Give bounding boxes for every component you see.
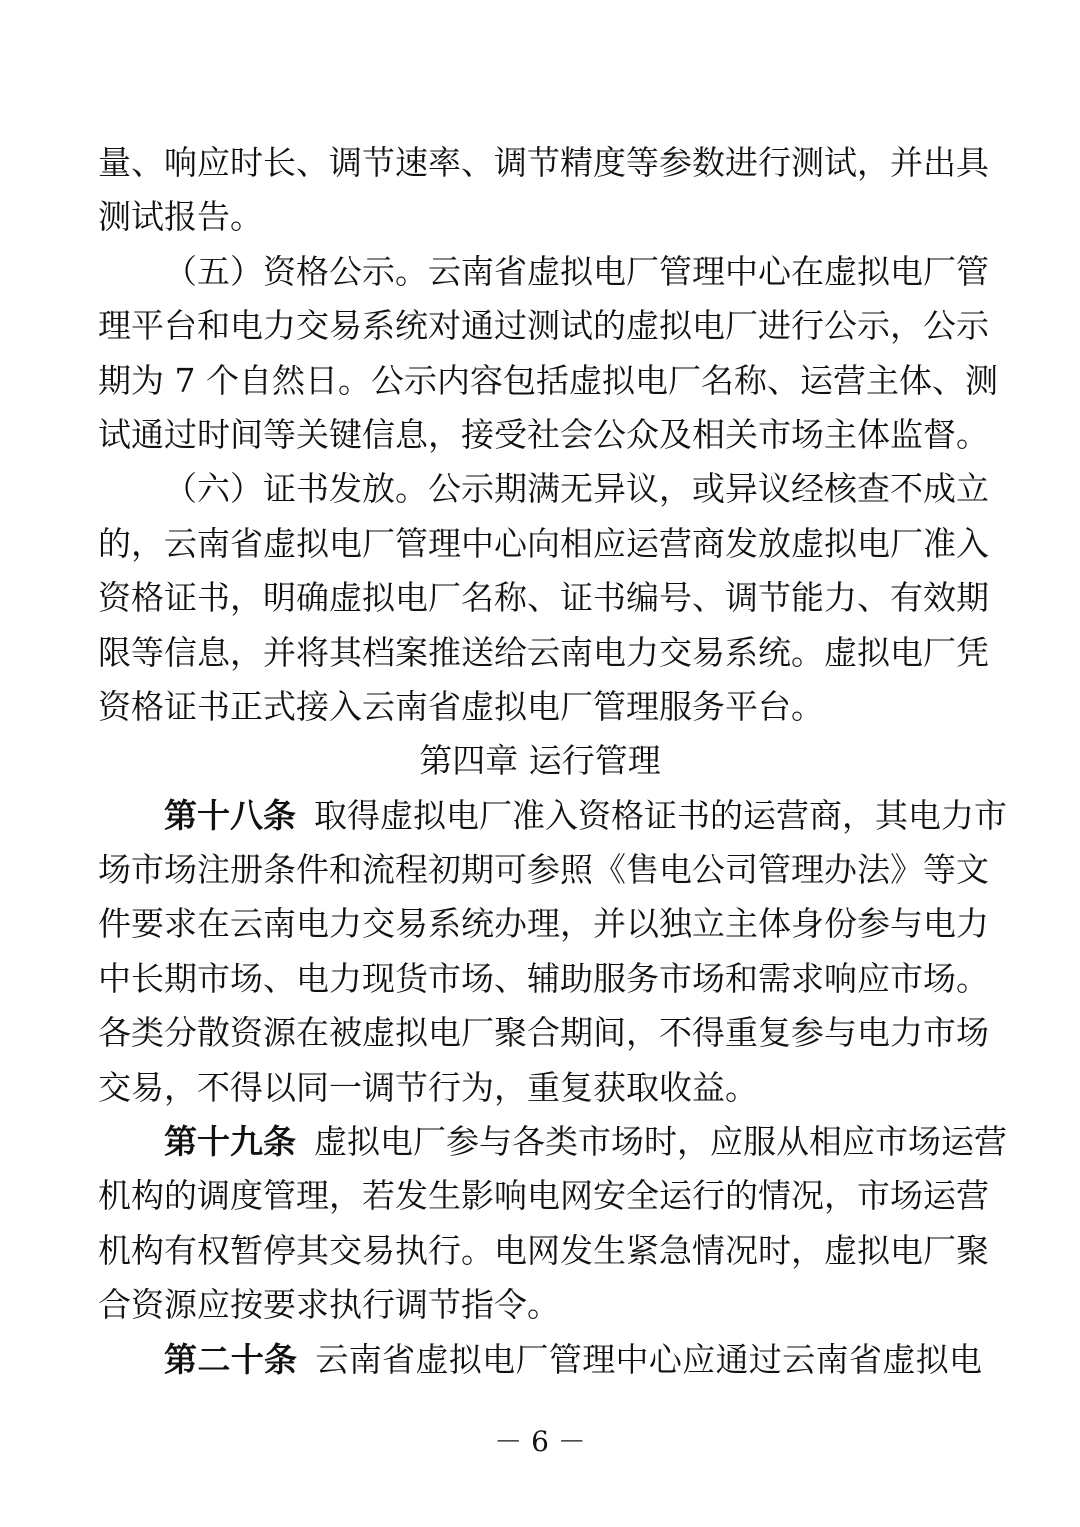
text-line: 限等信息，并将其档案推送给云南电力交易系统。虚拟电厂凭 bbox=[98, 632, 989, 672]
article-18-first-line bbox=[98, 789, 1007, 843]
text-line: 试通过时间等关键信息，接受社会公众及相关市场主体监督。 bbox=[98, 414, 989, 454]
document-body bbox=[98, 136, 1007, 1387]
text-line: 的，云南省虚拟电厂管理中心向相应运营商发放虚拟电厂准入 bbox=[98, 523, 989, 563]
text-line: 资格证书正式接入云南省虚拟电厂管理服务平台。 bbox=[98, 686, 824, 726]
text-line: 测试报告。 bbox=[98, 197, 263, 237]
section-five-heading-line: （五）资格公示。云南省虚拟电厂管理中心在虚拟电厂管 bbox=[164, 251, 989, 291]
text-line: 量、响应时长、调节速率、调节精度等参数进行测试，并出具 bbox=[98, 143, 989, 182]
text-line: 期为 7 个自然日。公示内容包括虚拟电厂名称、运营主体、测 bbox=[98, 360, 998, 400]
text-line: 理平台和电力交易系统对通过测试的虚拟电厂进行公示，公示 bbox=[98, 306, 989, 346]
text-line: 资格证书，明确虚拟电厂名称、证书编号、调节能力、有效期 bbox=[98, 578, 989, 618]
article-19-title: 第十九条 bbox=[164, 1122, 296, 1162]
text-line: 机构有权暂停其交易执行。电网发生紧急情况时，虚拟电厂聚 bbox=[98, 1230, 989, 1270]
text-line: 云南省虚拟电厂管理中心应通过云南省虚拟电 bbox=[315, 1339, 983, 1379]
text-line: 取得虚拟电厂准入资格证书的运营商，其电力市 bbox=[314, 795, 1007, 835]
text-line: 虚拟电厂参与各类市场时，应服从相应市场运营 bbox=[314, 1122, 1007, 1162]
text-line: 交易，不得以同一调节行为，重复获取收益。 bbox=[98, 1067, 758, 1107]
text-line: 机构的调度管理，若发生影响电网安全运行的情况，市场运营 bbox=[98, 1176, 989, 1216]
text-line: 合资源应按要求执行调节指令。 bbox=[98, 1285, 560, 1325]
article-20-first-line bbox=[98, 1333, 982, 1387]
article-18-title: 第十八条 bbox=[164, 795, 296, 835]
article-19-first-line bbox=[98, 1115, 1007, 1169]
text-line: 场市场注册条件和流程初期可参照《售电公司管理办法》等文 bbox=[98, 850, 989, 890]
text-line: 各类分散资源在被虚拟电厂聚合期间，不得重复参与电力市场 bbox=[98, 1013, 989, 1053]
text-line: 中长期市场、电力现货市场、辅助服务市场和需求响应市场。 bbox=[98, 958, 989, 998]
section-six-heading-line: （六）证书发放。公示期满无异议，或异议经核查不成立 bbox=[164, 469, 989, 509]
article-20-title: 第二十条 bbox=[164, 1339, 298, 1379]
page-number: － 6 － bbox=[494, 1425, 586, 1458]
text-line: 件要求在云南电力交易系统办理，并以独立主体身份参与电力 bbox=[98, 904, 989, 944]
chapter-heading: 第四章 运行管理 bbox=[419, 741, 661, 781]
